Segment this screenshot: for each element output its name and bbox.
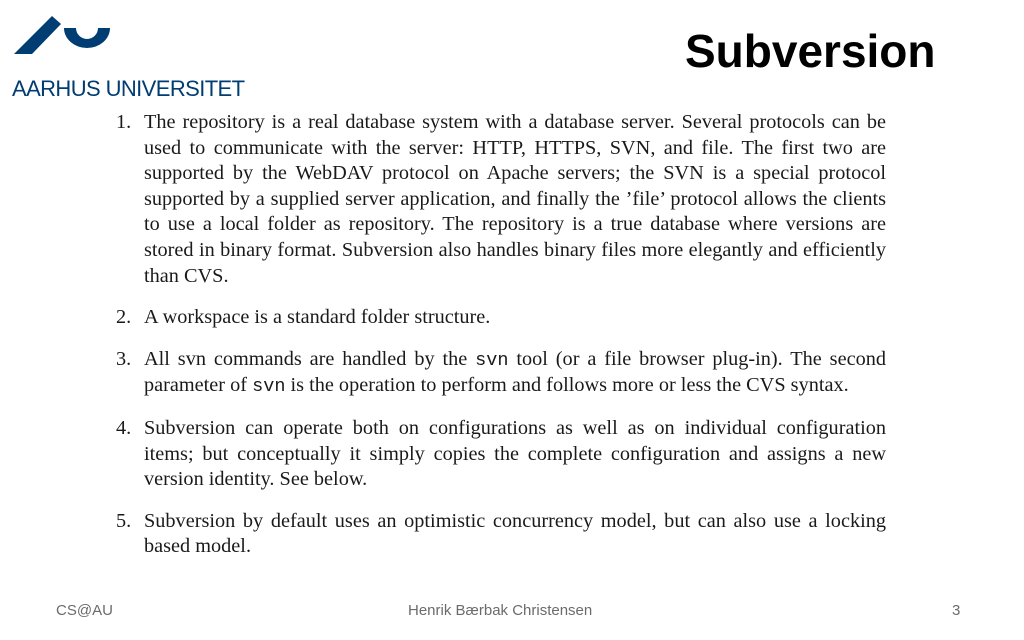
list-item [116,347,886,400]
university-name: AARHUS UNIVERSITET [12,76,245,101]
page-number: 3 [952,602,961,619]
list-item-number: 1. [116,111,132,133]
list-item [116,305,886,331]
text-segment: Subversion by default uses an optimistic concurrency model, but can also use a locking based model. [144,509,886,558]
list-item-number: 4. [116,416,132,439]
list-item-text [144,347,886,400]
list-item-text [144,110,886,289]
text-segment: A workspace is a standard folder structure. [144,306,491,329]
list-item-text [144,305,886,331]
list-item [116,110,886,289]
text-segment: is the operation to perform and follows more or less the CVS syntax. [285,374,849,397]
list-item-number: 5. [116,509,132,532]
list-item-text [144,509,886,560]
numbered-list [116,110,886,576]
text-segment: All svn commands are handled by the [144,347,476,370]
list-item-number: 3. [116,347,132,370]
inline-code: svn [475,349,509,371]
aarhus-university-logo-icon [12,8,112,58]
text-segment: The repository is a real database system with a database server. Several protocols can be used to communicate with the server: HTTP, HTTPS, SVN, and file. The first two are supported by the WebDAV protocol on Apache servers; the SVN is a special protocol supported by a supplied server application, and finally the ’file’ protocol allows the clients to use a local folder as repository. The repository is a true database where versions are stored in binary format. Subversion also handles binary files more elegantly and efficiently than CVS. [144,111,886,287]
inline-code: svn [252,376,286,398]
list-item-number: 2. [116,306,132,329]
list-item [116,509,886,560]
list-item-text [144,416,886,493]
text-segment: tool (or a file browser plug-in). The second parameter of [144,347,887,397]
footer-author: Henrik Bærbak Christensen [408,602,593,619]
text-segment: Subversion can operate both on configurations as well as on individual configuration items; but conceptually it simply copies the complete configuration and assigns a new version identity. See below. [144,416,886,491]
slide-title: Subversion [685,25,936,77]
list-item [116,416,886,493]
footer-course: CS@AU [56,602,113,619]
